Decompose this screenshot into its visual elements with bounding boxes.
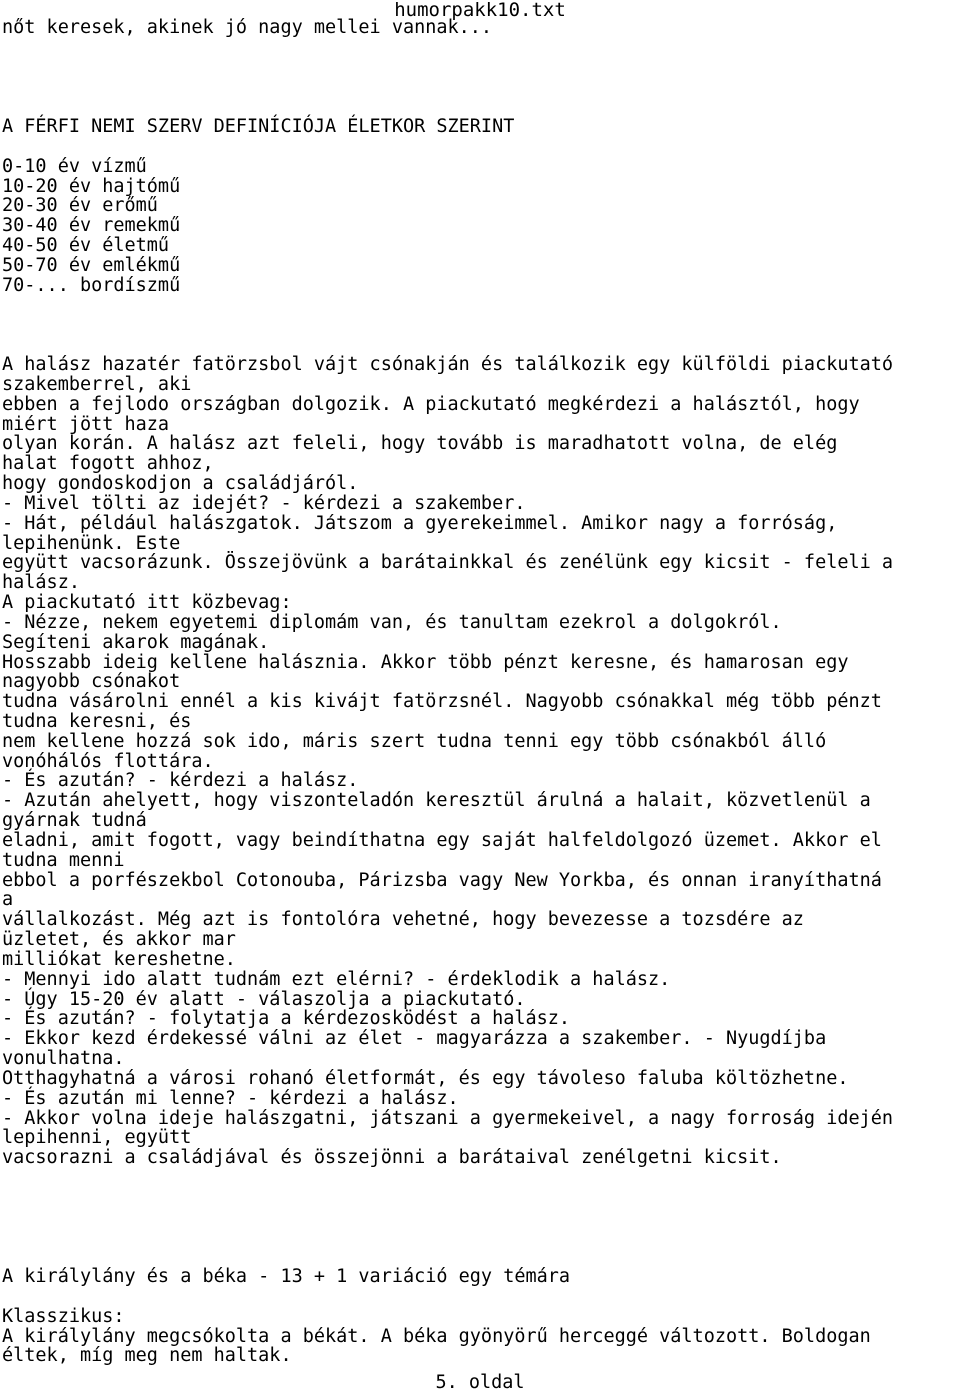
text-line: ebben a fejlodo országban dolgozik. A piackutató megkérdezi a halásztól, hogy [2,393,860,415]
text-line: 0-10 év vízmű [2,155,147,177]
text-line: - És azután? - kérdezi a halász. [2,770,359,792]
text-line: Hosszabb ideig kellene halásznia. Akkor több pénzt keresne, és hamarosan egy [2,651,849,673]
text-line: eladni, amit fogott, vagy beindíthatna egy saját halfeldolgozó üzemet. Akkor el [2,829,882,851]
text-line: gyárnak tudná [2,810,147,832]
text-line: vacsorazni a családjával és összejönni a barátaival zenélgetni kicsit. [2,1147,782,1169]
text-line: olyan korán. A halász azt feleli, hogy tovább is maradhatott volna, de elég [2,433,838,455]
text-line: ebbol a porfészekbol Cotonouba, Párizsba vagy New Yorkba, és onnan iranyíthatná [2,869,882,891]
text-line: A királylány megcsókolta a békát. A béka gyönyörű herceggé változott. Boldogan [2,1325,871,1347]
text-line: A FÉRFI NEMI SZERV DEFINÍCIÓJA ÉLETKOR SZERINT [2,116,515,138]
text-line: halat fogott ahhoz, [2,453,214,475]
text-line: vonulhatna. [2,1048,125,1070]
text-line: a [2,889,14,911]
text-line: Segíteni akarok magának. [2,631,270,653]
blank-line [2,1208,958,1228]
text-line: együtt vacsorázunk. Összejövünk a barátainkkal és zenélünk egy kicsit - feleli a [2,552,894,574]
text-line: A királylány és a béka - 13 + 1 variáció egy témára [2,1266,571,1288]
text-line: tudna keresni, és [2,710,192,732]
blank-line [2,1188,958,1208]
blank-line [2,1287,958,1307]
blank-line [2,38,958,58]
text-line: - Mennyi ido alatt tudnám ezt elérni? - érdeklodik a halász. [2,968,671,990]
blank-line [2,77,958,97]
text-line: lepihenünk. Este [2,532,181,554]
text-line: milliókat kereshetne. [2,948,236,970]
blank-line [2,315,958,335]
text-line: 30-40 év remekmű [2,215,181,237]
text-line: - Mivel tölti az idejét? - kérdezi a szakember. [2,492,526,514]
text-line: 40-50 év életmű [2,235,170,257]
text-line: - Úgy 15-20 év alatt - válaszolja a piackutató. [2,988,526,1010]
text-line: - Ekkor kezd érdekessé válni az élet - magyarázza a szakember. - Nyugdíjba [2,1028,827,1050]
text-line: szakemberrel, aki [2,373,192,395]
text-line: - Akkor volna ideje halászgatni, játszani a gyermekeivel, a nagy forroság idején [2,1107,894,1129]
document-body [2,18,958,1366]
text-line: nem kellene hozzá sok ido, máris szert tudna tenni egy több csónakból álló [2,730,827,752]
blank-line [2,97,958,117]
text-line: Otthagyhatná a városi rohanó életformát, és egy távoleso faluba költözhetne. [2,1067,849,1089]
text-line: 50-70 év emlékmű [2,254,181,276]
blank-line [2,296,958,316]
text-line: - És azután? - folytatja a kérdezosködést a halász. [2,1008,571,1030]
page-number: 5. oldal [435,1372,525,1393]
blank-line [2,1168,958,1188]
text-line: éltek, míg meg nem haltak. [2,1345,292,1367]
text-line: 10-20 év hajtómű [2,175,181,197]
blank-line [2,335,958,355]
text-line: hogy gondoskodjon a családjáról. [2,473,359,495]
text-line: Klasszikus: [2,1305,125,1327]
blank-line [2,58,958,78]
text-line: tudna vásárolni ennél a kis kivájt fatörzsnél. Nagyobb csónakkal még több pénzt [2,691,882,713]
text-line: nőt keresek, akinek jó nagy mellei vannak... [2,17,493,38]
text-line: miért jött haza [2,413,170,435]
text-line: A halász hazatér fatörzsbol vájt csónakján és találkozik egy külföldi piackutató [2,354,894,376]
text-line: nagyobb csónakot [2,671,181,693]
text-line: - Azután ahelyett, hogy viszonteladón keresztül árulná a halait, közvetlenül a [2,790,871,812]
text-line: tudna menni [2,849,125,871]
text-line: halász. [2,572,80,594]
text-line: - Nézze, nekem egyetemi diplomám van, és tanultam ezekrol a dolgokról. [2,611,782,633]
blank-line [2,137,958,157]
text-line: vonóhálós flottára. [2,750,214,772]
text-line: vállalkozást. Még azt is fontolóra vehetné, hogy bevezesse a tozsdére az [2,909,804,931]
text-line: - Hát, például halászgatok. Játszom a gyerekeimmel. Amikor nagy a forróság, [2,512,838,534]
text-line: 20-30 év erőmű [2,195,158,217]
text-line: üzletet, és akkor mar [2,929,236,951]
file-title: humorpakk10.txt [394,0,566,21]
blank-line [2,1228,958,1248]
text-line: 70-... bordíszmű [2,274,181,296]
text-line: lepihenni, együtt [2,1127,192,1149]
text-line: - És azután mi lenne? - kérdezi a halász. [2,1087,459,1109]
text-line: A piackutató itt közbevag: [2,592,292,614]
blank-line [2,1247,958,1267]
